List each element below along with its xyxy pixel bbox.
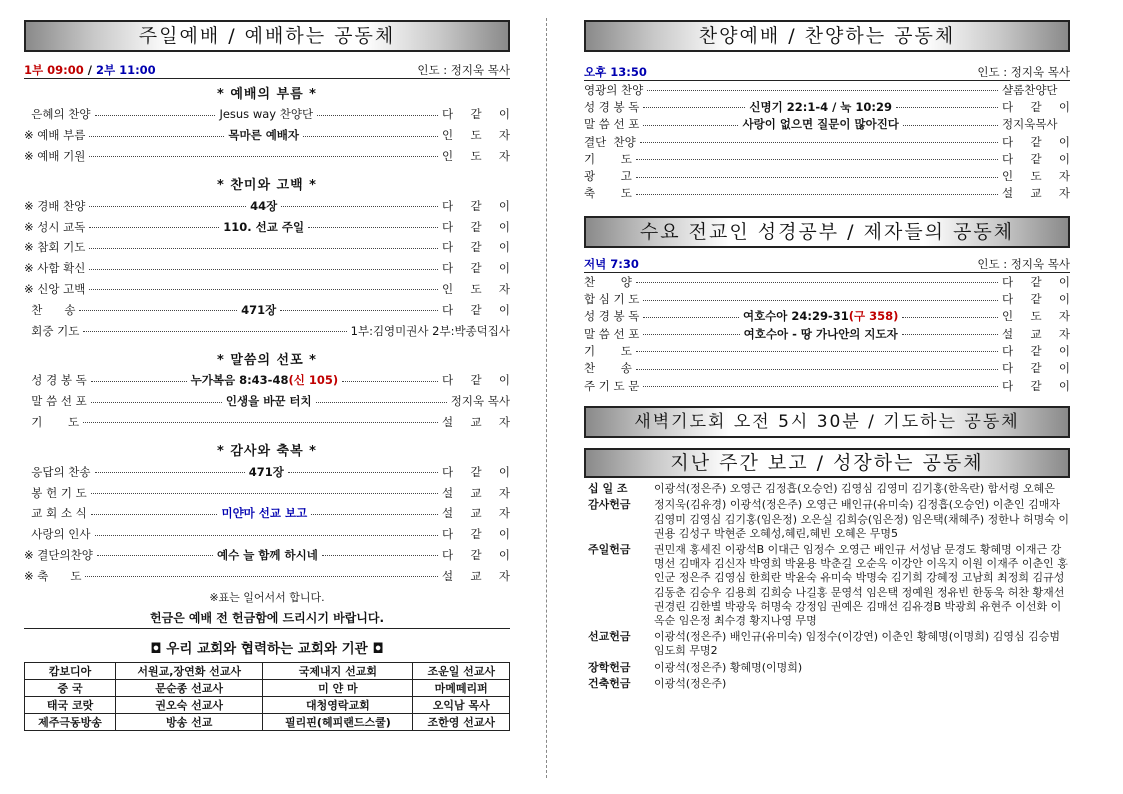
order-responsible: 설 교 자 [442,506,510,521]
order-row [24,104,510,125]
service-times: 1부 09:00 / 2부 11:00 [24,63,156,77]
sunday-worship-meta [24,62,510,79]
order-content [639,99,1002,115]
order-content [91,106,442,122]
report-category: 주일헌금 [588,542,631,556]
order-responsible: 다 같 이 [442,107,510,122]
order-responsible: 다 같 이 [442,198,510,213]
order-responsible: 다 같 이 [442,240,510,255]
order-content [632,368,1002,369]
dot-leader [83,422,438,423]
order-content [632,350,1002,351]
wednesday-meta [584,256,1070,273]
order-responsible: 1부:김영미권사 2부:박종덕집사 [350,323,510,338]
praise-leader: 인도 : 정지욱 목사 [977,65,1070,79]
order-responsible: 설 교 자 [442,568,510,583]
order-row [584,273,1070,290]
dot-leader [342,381,438,382]
order-label: 기 도 [584,151,632,166]
order-row [24,146,510,167]
praise-time: 오후 13:50 [584,65,647,79]
order-item: 사랑이 없으면 질문이 많아진다 [742,117,899,132]
order-row [584,133,1070,150]
order-item: 누가복음 8:43-48 [190,373,289,388]
order-responsible: 다 같 이 [1002,361,1070,376]
order-responsible: 다 같 이 [442,373,510,388]
order-row [584,98,1070,115]
order-responsible: 설 교 자 [442,485,510,500]
partners-row [25,697,510,714]
order-label: 합 심 기 도 [584,292,640,307]
partners-title: ◘ 우리 교회와 협력하는 교회와 기관 ◘ [150,641,384,658]
order-reference: (신 105) [288,373,339,388]
report-row [584,661,1070,675]
order-content [639,326,1002,342]
order-label: ※ 축 도 [24,568,82,583]
partner-cell: 필리핀(헤피랜드스쿨) [263,714,413,731]
order-item: 471장 [248,464,284,479]
order-label: 찬 송 [24,302,76,317]
wednesday-leader: 인도 : 정지욱 목사 [977,257,1070,272]
order-row [24,279,510,300]
wednesday-study-banner: 수요 전교인 성경공부 / 제자들의 공동체 [584,216,1070,248]
partners-table [24,662,510,731]
order-responsible: 다 같 이 [1002,99,1070,114]
order-row [584,308,1070,325]
report-row [584,498,1070,541]
order-content [87,393,451,409]
dot-leader [303,136,438,137]
order-label: 말 씀 선 포 [584,117,640,132]
dot-leader [91,381,187,382]
dot-leader [636,351,998,352]
order-row [584,342,1070,359]
order-row [584,150,1070,167]
order-label: 찬 양 [584,274,632,289]
order-row [24,299,510,320]
section-title: * 감사와 축복 * [217,444,317,460]
partner-cell: 권오숙 선교사 [116,697,263,714]
dot-leader [647,90,998,91]
dot-leader [89,206,246,207]
dot-leader [95,535,438,536]
order-label: 성 경 봉 독 [584,99,640,114]
dot-leader [640,142,998,143]
dot-leader [643,317,739,318]
left-column [24,20,510,731]
dawn-prayer-banner: 새벽기도회 오전 5시 30분 / 기도하는 공동체 [584,406,1070,438]
order-responsible: 다 같 이 [442,547,510,562]
section-title: * 찬미와 고백 * [217,178,317,194]
report-row [584,677,1070,691]
partner-cell: 태국 코랏 [25,697,116,714]
dot-leader [281,206,438,207]
report-names: 이광석(정은주) 배인규(유미숙) 임정수(이강연) 이춘인 황혜명(이명희) 김영심 김승범 임도희 무명2 [654,630,1060,658]
report-row [584,630,1070,658]
order-label: 축 도 [584,186,632,201]
order-label: ※ 사함 확신 [24,261,86,276]
order-item: 예수 늘 함께 하시네 [216,547,318,562]
order-content [87,505,442,521]
order-label: ※ 참회 기도 [24,240,86,255]
dot-leader [95,472,245,473]
order-row [584,360,1070,377]
dot-leader [97,555,213,556]
order-row [584,325,1070,342]
order-label: 응답의 찬송 [24,464,91,479]
order-row [24,503,510,524]
service-time-1: 1부 09:00 [24,63,84,77]
praise-worship-meta [584,64,1070,81]
order-content [85,247,442,248]
order-row [24,461,510,482]
order-content [85,198,442,214]
partner-cell: 중 국 [25,680,116,697]
dot-leader [896,107,998,108]
order-responsible: 설 교 자 [1002,186,1070,201]
order-label: 찬 송 [584,361,632,376]
order-row [24,391,510,412]
dot-leader [91,514,218,515]
dot-leader [903,125,998,126]
dot-leader [317,115,438,116]
partner-cell: 대청영락교회 [263,697,413,714]
dot-leader [636,177,998,178]
report-category: 감사헌금 [588,498,631,512]
order-label: ※ 신앙 고백 [24,281,86,296]
report-category: 선교헌금 [588,630,631,644]
order-content [87,492,442,493]
order-content [632,281,1002,282]
section-title: * 예배의 부름 * [217,87,317,102]
dot-leader [322,555,438,556]
weekly-report [584,482,1070,691]
order-responsible: 인 도 자 [442,128,510,143]
weekly-report-banner: 지난 주간 보고 / 성장하는 공동체 [584,448,1070,478]
order-content [639,385,1002,386]
order-row [584,81,1070,98]
order-label: 성 경 봉 독 [24,373,87,388]
order-responsible: 다 같 이 [1002,378,1070,393]
dot-leader [311,514,438,515]
order-row [24,216,510,237]
partner-cell: 마메떼리퍼 [413,680,510,697]
partner-cell: 조한영 선교사 [413,714,510,731]
partners-row [25,680,510,697]
dot-leader [643,107,745,108]
order-item: 인생을 바꾼 터치 [225,394,312,409]
order-content [636,141,1002,142]
order-item: Jesus way 찬양단 [219,107,314,122]
dot-leader [89,248,438,249]
order-label: 사랑의 인사 [24,527,91,542]
order-row [584,185,1070,202]
order-label: 교 회 소 식 [24,506,87,521]
order-row [24,195,510,216]
order-responsible: 다 같 이 [442,527,510,542]
partner-cell: 서원교,장연화 선교사 [116,663,263,680]
dot-leader [643,300,998,301]
dot-leader [643,334,739,335]
order-row [24,524,510,545]
order-row [584,377,1070,394]
order-responsible: 인 도 자 [1002,169,1070,184]
order-content [79,421,442,422]
order-label: ※ 예배 부름 [24,128,86,143]
order-content [81,575,442,576]
dot-leader [89,136,224,137]
order-responsible: 다 같 이 [1002,134,1070,149]
partner-cell: 국제내지 선교회 [263,663,413,680]
dot-leader [636,369,998,370]
dot-leader [91,493,438,494]
order-row [24,258,510,279]
order-item: 목마른 예배자 [228,128,300,143]
partner-cell: 조운일 선교사 [413,663,510,680]
order-row [24,565,510,586]
order-label: 말 씀 선 포 [24,394,87,409]
order-item: 471장 [241,302,277,317]
order-content [85,155,442,156]
order-responsible: 다 같 이 [1002,343,1070,358]
dot-leader [636,159,998,160]
order-responsible: 다 같 이 [442,261,510,276]
order-label: 영광의 찬양 [584,82,644,97]
order-label: ※ 성시 교독 [24,219,86,234]
order-label: 결단 찬양 [584,134,636,149]
partner-cell: 문순종 선교사 [116,680,263,697]
order-row [24,412,510,433]
order-label: 봉 헌 기 도 [24,485,87,500]
order-content [87,372,442,388]
order-row [24,545,510,566]
order-row [24,370,510,391]
order-content [639,116,1002,132]
order-label: ※ 예배 기원 [24,148,86,163]
report-names: 이광석(정은주) 오영근 김정흡(오승언) 김영심 김영미 김기홍(한옥란) 함서령 오혜은 [654,482,1055,496]
order-content [632,176,1002,177]
order-row [584,116,1070,133]
sunday-worship-banner: 주일예배 / 예배하는 공동체 [24,20,510,52]
page-divider [546,18,547,778]
right-column [584,20,1070,693]
section-title: * 말씀의 선포 * [217,352,317,368]
wednesday-time: 저녁 7:30 [584,257,639,272]
report-category: 건축헌금 [588,676,631,690]
order-row [24,237,510,258]
order-row [584,167,1070,184]
order-content [93,547,442,563]
dot-leader [308,227,438,228]
order-responsible: 다 같 이 [1002,151,1070,166]
dot-leader [902,317,998,318]
order-responsible: 다 같 이 [442,302,510,317]
order-content [643,89,1002,90]
order-content [91,534,442,535]
partners-row [25,714,510,731]
order-label: 성 경 봉 독 [584,309,640,324]
dot-leader [902,334,998,335]
dot-leader [636,282,998,283]
order-item: 여호수아 - 땅 가나안의 지도자 [743,326,898,341]
order-content [91,464,442,480]
report-names: 이광석(정은주) 황혜명(이명희) [654,660,803,674]
order-responsible: 설 교 자 [1002,326,1070,341]
partners-row [25,663,510,680]
order-row [24,320,510,341]
order-responsible: 인 도 자 [442,281,510,296]
order-label: 은혜의 찬양 [24,107,91,122]
partner-cell: 제주극동방송 [25,714,116,731]
dot-leader [89,156,438,157]
report-category: 장학헌금 [588,660,631,674]
order-row [584,290,1070,307]
order-content [632,158,1002,159]
order-responsible: 정지욱 목사 [450,394,510,409]
order-item: 여호수아 24:29-31 [742,309,849,324]
order-label: 회중 기도 [24,323,80,338]
report-names: 이광석(정은주) [654,676,727,690]
order-content [85,268,442,269]
dot-leader [91,402,222,403]
partner-cell: 미 얀 마 [263,680,413,697]
dot-leader [316,402,447,403]
order-responsible: 인 도 자 [1002,309,1070,324]
order-responsible: 정지욱목사 [1002,117,1058,132]
report-category: 십 일 조 [588,482,628,496]
dot-leader [89,289,438,290]
order-responsible: 다 같 이 [1002,274,1070,289]
report-names: 권민재 홍세진 이광석B 이대근 임정수 오영근 배인규 서성남 문경도 황혜명 이재근 강명선 김매자 김신자 박영희 박윤용 박춘길 오순옥 이강안 이옥지 이원 이재주 이춘인 홍인군 정은주 김영심 한희란 박윤숙 유미숙 박명숙 김기희 강혜정 고남희 최정희 김규성 김동춘 김승우 김용희 김희승 나길홍 문영석 임은택 정예원 정유빈 한동욱 허찬 황재선 권경린 김한별 박광욱 허명숙 강정임 권예은 김매선 김유경B 박광희 유현주 이선화 이옥순 임은정 최수경 황지나영 무명 [654,542,1068,627]
praise-worship-banner: 찬양예배 / 찬양하는 공동체 [584,20,1070,52]
order-item: 44장 [250,198,278,213]
order-label: 기 도 [24,414,80,429]
dot-leader [85,576,438,577]
dot-leader [95,115,216,116]
order-content [75,302,442,318]
order-content [85,127,442,143]
order-content [639,299,1002,300]
order-item: 110. 선교 주일 [223,219,305,234]
order-content [85,288,442,289]
partner-cell: 캄보디아 [25,663,116,680]
dot-leader [288,472,438,473]
order-content [85,219,442,235]
order-label: 말 씀 선 포 [584,326,640,341]
dot-leader [89,269,438,270]
order-content [79,330,350,331]
order-item: 신명기 22:1-4 / 눅 10:29 [749,99,893,114]
worship-leader: 인도 : 정지욱 목사 [417,63,510,77]
order-row [24,125,510,146]
offering-note: 헌금은 예배 전 헌금함에 드리시기 바랍니다. [24,609,510,629]
order-label: ※ 결단의찬양 [24,547,93,562]
service-time-2: 2부 11:00 [95,63,156,77]
order-content [639,308,1002,324]
order-responsible: 다 같 이 [442,464,510,479]
dot-leader [643,386,998,387]
order-label: 기 도 [584,343,632,358]
report-row [584,482,1070,496]
order-of-worship [24,83,510,586]
dot-leader [89,227,219,228]
order-content [632,193,1002,194]
order-responsible: 설 교 자 [442,414,510,429]
order-label: 광 고 [584,169,632,184]
wednesday-order [584,273,1070,394]
order-reference: (구 358) [848,309,899,324]
dot-leader [280,310,438,311]
order-row [24,482,510,503]
report-names: 정지욱(김유경) 이광석(정은주) 오영근 배인규(유미숙) 김정흡(오승언) 이춘인 김매자 김영미 김영심 김기홍(임은정) 오은실 김희승(임은정) 임은택(채혜주) 정한나 허명숙 이권용 김성구 박현준 오혜성,혜린,혜빈 오혜은 무명5 [654,498,1070,540]
dot-leader [643,125,738,126]
order-label: 주 기 도 문 [584,378,640,393]
order-responsible: 다 같 이 [1002,292,1070,307]
partner-cell: 오익남 목사 [413,697,510,714]
order-responsible: 샬롬찬양단 [1002,82,1058,97]
dot-leader [83,331,346,332]
report-row [584,543,1070,628]
order-label: ※ 경배 찬양 [24,198,86,213]
order-item: 미얀마 선교 보고 [221,506,308,521]
praise-order [584,81,1070,202]
order-responsible: 인 도 자 [442,148,510,163]
standing-note: ※표는 일어서서 합니다. [209,591,325,605]
dot-leader [79,310,237,311]
dot-leader [636,194,998,195]
partner-cell: 방송 선교 [116,714,263,731]
order-responsible: 다 같 이 [442,219,510,234]
